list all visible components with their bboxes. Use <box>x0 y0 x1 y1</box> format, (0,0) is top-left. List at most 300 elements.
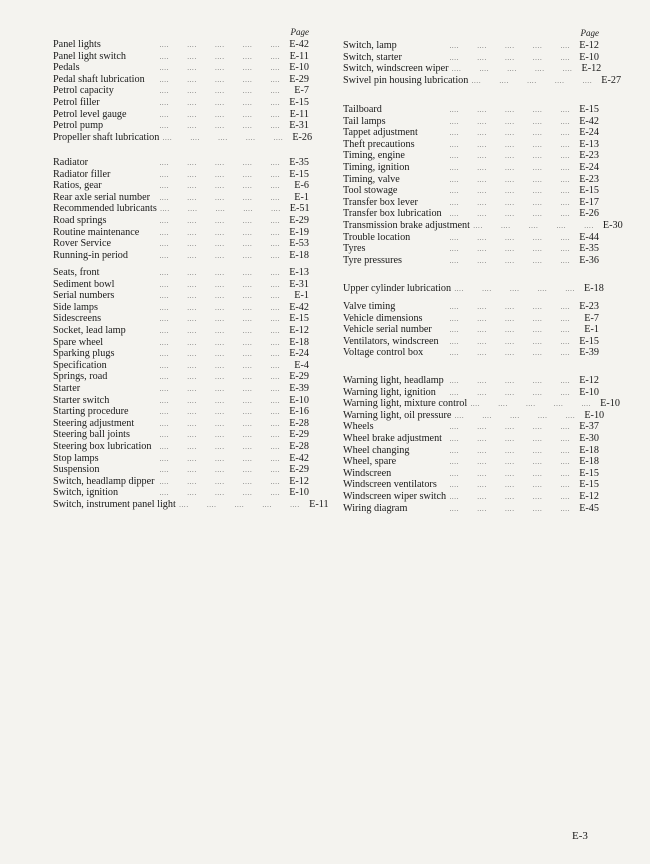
dot-leader: …. …. …. …. …. <box>449 42 570 50</box>
index-entry <box>53 383 309 395</box>
index-entry <box>343 219 623 232</box>
index-entry <box>343 347 599 359</box>
entry-page: E-12 <box>581 63 602 75</box>
entry-page: E-16 <box>289 406 309 418</box>
dot-leader: …. …. …. …. …. <box>159 170 280 179</box>
entry-name: Side lamps <box>53 301 98 313</box>
entry-page: E-6 <box>294 180 309 192</box>
entry-name: Steering box lubrication <box>53 440 152 452</box>
index-entry <box>343 398 620 410</box>
entry-name: Switch, instrument panel light <box>53 498 176 510</box>
entry-name: Radiator filler <box>53 168 111 180</box>
entry-page: E-26 <box>292 131 313 143</box>
entry-name: Sidescreens <box>53 313 102 325</box>
page-column-header: Page <box>580 28 599 38</box>
entry-name: Trouble location <box>343 231 411 243</box>
entry-page: E-18 <box>289 249 309 261</box>
entry-page: E-35 <box>579 243 599 255</box>
entry-page: E-39 <box>579 347 599 359</box>
dot-leader: …. …. …. …. …. <box>449 106 570 114</box>
entry-page: E-42 <box>289 452 309 464</box>
entry-name: Panel lights <box>53 39 101 50</box>
entry-name: Transfer box lubrication <box>343 208 442 220</box>
entry-page: E-10 <box>579 386 599 398</box>
dot-leader: …. …. …. …. …. <box>159 396 280 405</box>
entry-name: Running-in period <box>53 249 128 261</box>
entry-page: E-15 <box>579 335 599 347</box>
entry-page: E-10 <box>289 487 309 499</box>
entry-page: E-24 <box>579 127 599 139</box>
entry-name: Wheel changing <box>343 444 410 456</box>
index-entry <box>53 74 309 86</box>
entry-page: E-18 <box>584 283 604 294</box>
index-entry <box>53 192 309 204</box>
entry-page: E-29 <box>289 214 309 226</box>
dot-leader: …. …. …. …. …. <box>159 338 280 347</box>
index-entry <box>53 120 309 132</box>
entry-name: Rover Service <box>53 238 111 250</box>
entry-page: E-24 <box>289 348 309 360</box>
index-entry <box>53 215 309 227</box>
dot-leader: …. …. …. …. …. <box>159 110 280 119</box>
dot-leader: …. …. …. …. …. <box>159 315 280 324</box>
index-entry <box>343 74 622 87</box>
dot-leader: …. …. …. …. …. <box>159 454 280 463</box>
dot-leader: …. …. …. …. …. <box>159 361 280 370</box>
dot-leader: …. …. …. …. …. <box>449 175 570 184</box>
entry-name: Transfer box lever <box>343 196 418 208</box>
entry-name: Timing, valve <box>343 173 400 185</box>
entry-name: Starting procedure <box>53 406 129 418</box>
dot-leader: …. …. …. …. …. <box>159 87 280 96</box>
index-entry <box>53 476 309 488</box>
entry-name: Windscreen wiper switch <box>343 490 447 502</box>
index-entry <box>53 85 309 97</box>
entry-page: E-39 <box>289 382 309 394</box>
dot-leader: …. …. …. …. …. <box>159 193 280 202</box>
entry-name: Voltage control box <box>343 347 424 359</box>
dot-leader: …. …. …. …. …. <box>449 53 570 62</box>
entry-name: Pedals <box>53 62 80 74</box>
index-entry <box>53 250 309 262</box>
dot-leader: …. …. …. …. …. <box>159 431 280 440</box>
entry-page: E-27 <box>601 74 622 86</box>
entry-page: E-23 <box>579 173 599 185</box>
index-entry <box>53 39 309 51</box>
entry-page: E-23 <box>579 150 599 162</box>
dot-leader: …. …. …. …. …. <box>159 251 280 260</box>
dot-leader: …. …. …. …. …. <box>449 233 570 242</box>
index-group <box>343 104 623 266</box>
entry-page: E-1 <box>584 324 599 336</box>
entry-name: Serial numbers <box>53 290 115 302</box>
index-entry <box>343 104 599 116</box>
entry-name: Sparking plugs <box>53 348 115 360</box>
index-entry <box>343 232 599 244</box>
entry-name: Radiator <box>53 157 89 168</box>
index-entry <box>53 453 309 465</box>
index-entry <box>53 464 309 476</box>
entry-page: E-15 <box>579 479 599 491</box>
entry-page: E-10 <box>579 51 599 63</box>
entry-name: Timing, engine <box>343 150 405 162</box>
dot-leader: …. …. …. …. …. <box>159 122 280 131</box>
index-entry <box>343 313 599 325</box>
index-entry <box>343 116 599 128</box>
index-group <box>53 157 309 261</box>
dot-leader: …. …. …. …. …. <box>159 98 280 107</box>
index-entry <box>53 51 309 63</box>
index-entry <box>53 360 309 372</box>
dot-leader: …. …. …. …. …. <box>451 65 573 74</box>
entry-name: Switch, lamp <box>343 40 397 51</box>
entry-name: Tool stowage <box>343 185 398 197</box>
index-entry <box>53 267 309 279</box>
entry-page: E-11 <box>309 498 329 510</box>
entry-page: E-35 <box>289 157 309 168</box>
entry-name: Warning light, ignition <box>343 386 436 398</box>
dot-leader: …. …. …. …. …. <box>449 458 570 467</box>
dot-leader: …. …. …. …. …. <box>449 434 570 443</box>
entry-name: Timing, ignition <box>343 161 410 173</box>
entry-name: Wheel, spare <box>343 456 397 468</box>
index-entry <box>343 243 599 255</box>
entry-name: Routine maintenance <box>53 226 140 238</box>
entry-page: E-10 <box>600 398 620 410</box>
dot-leader: …. …. …. …. …. <box>449 481 570 490</box>
index-group <box>343 283 604 295</box>
dot-leader: …. …. …. …. …. <box>449 446 570 455</box>
entry-page: E-29 <box>289 429 309 441</box>
index-entry <box>343 301 599 313</box>
dot-leader: …. …. …. …. …. <box>449 388 570 397</box>
dot-leader: …. …. …. …. …. <box>449 326 570 335</box>
index-entry <box>343 127 599 139</box>
index-entry <box>343 283 604 295</box>
entry-name: Ventilators, windscreen <box>343 335 439 347</box>
entry-page: E-31 <box>289 278 309 290</box>
dot-leader: …. …. …. …. …. <box>159 408 280 417</box>
dot-leader: …. …. …. …. …. <box>178 500 300 509</box>
index-entry <box>53 109 309 121</box>
entry-page: E-17 <box>579 196 599 208</box>
entry-page: E-37 <box>579 421 599 433</box>
entry-page: E-28 <box>289 417 309 429</box>
dot-leader: …. …. …. …. …. <box>159 442 280 451</box>
page-number: E-3 <box>572 830 588 842</box>
entry-page: E-24 <box>579 161 599 173</box>
entry-page: E-12 <box>579 40 599 51</box>
index-entry <box>53 418 309 430</box>
entry-page: E-18 <box>579 456 599 468</box>
entry-page: E-15 <box>289 96 309 108</box>
index-entry <box>343 40 599 52</box>
dot-leader: …. …. …. …. …. <box>449 349 570 358</box>
entry-name: Tailboard <box>343 104 382 115</box>
index-entry <box>343 479 599 491</box>
entry-page: E-36 <box>579 254 599 266</box>
index-entry <box>53 180 309 192</box>
entry-name: Wiring diagram <box>343 502 408 514</box>
entry-page: E-15 <box>579 104 599 115</box>
entry-name: Valve timing <box>343 301 396 312</box>
entry-name: Petrol pump <box>53 120 104 132</box>
entry-name: Pedal shaft lubrication <box>53 73 145 85</box>
entry-page: E-42 <box>289 39 309 50</box>
entry-name: Switch, ignition <box>53 487 119 499</box>
dot-leader: …. …. …. …. …. <box>449 140 570 149</box>
dot-leader: …. …. …. …. …. <box>159 205 281 214</box>
dot-leader: …. …. …. …. …. <box>159 350 280 359</box>
entry-name: Windscreen <box>343 467 392 479</box>
entry-page: E-53 <box>289 238 309 250</box>
index-entry <box>53 290 309 302</box>
entry-page: E-13 <box>289 267 309 278</box>
entry-page: E-7 <box>584 312 599 324</box>
entry-name: Warning light, mixture control <box>343 398 468 410</box>
entry-name: Warning light, headlamp <box>343 375 444 386</box>
dot-leader: …. …. …. …. …. <box>159 280 280 289</box>
index-group <box>53 39 313 143</box>
index-entry <box>53 302 309 314</box>
entry-name: Vehicle serial number <box>343 324 432 336</box>
entry-page: E-29 <box>289 371 309 383</box>
index-entry <box>343 208 599 220</box>
dot-leader: …. …. …. …. …. <box>449 152 570 161</box>
dot-leader: …. …. …. …. …. <box>449 303 570 311</box>
index-entry <box>343 491 599 503</box>
dot-leader: …. …. …. …. …. <box>449 504 570 513</box>
index-entry <box>53 157 309 169</box>
entry-name: Wheels <box>343 421 374 433</box>
dot-leader: …. …. …. …. …. <box>159 182 280 191</box>
entry-name: Windscreen ventilators <box>343 479 437 491</box>
entry-name: Switch, starter <box>343 51 402 63</box>
entry-page: E-15 <box>579 185 599 197</box>
entry-name: Switch, headlamp dipper <box>53 475 155 487</box>
entry-page: E-11 <box>289 50 309 62</box>
index-entry <box>343 255 599 267</box>
entry-page: E-29 <box>289 73 309 85</box>
index-entry <box>53 227 309 239</box>
dot-leader: …. …. …. …. …. <box>159 159 280 167</box>
index-entry <box>53 279 309 291</box>
dot-leader: …. …. …. …. …. <box>159 384 280 393</box>
index-entry <box>53 429 309 441</box>
dot-leader: …. …. …. …. …. <box>159 228 280 237</box>
index-entry <box>343 433 599 445</box>
entry-name: Ratios, gear <box>53 180 102 192</box>
index-entry <box>53 325 309 337</box>
entry-page: E-30 <box>579 432 599 444</box>
dot-leader: …. …. …. …. …. <box>159 373 280 382</box>
index-entry <box>53 395 309 407</box>
entry-name: Specification <box>53 359 107 371</box>
entry-page: E-29 <box>289 464 309 476</box>
index-entry <box>53 337 309 349</box>
index-entry <box>53 498 329 511</box>
entry-name: Theft precautions <box>343 138 415 150</box>
index-entry <box>343 63 602 75</box>
index-entry <box>343 387 599 399</box>
entry-page: E-15 <box>289 313 309 325</box>
entry-page: E-10 <box>289 62 309 74</box>
index-entry <box>53 169 309 181</box>
entry-name: Steering adjustment <box>53 417 135 429</box>
entry-name: Vehicle dimensions <box>343 312 423 324</box>
entry-page: E-42 <box>579 115 599 127</box>
dot-leader: …. …. …. …. …. <box>449 423 570 432</box>
dot-leader: …. …. …. …. …. <box>470 400 591 409</box>
index-entry <box>343 409 605 422</box>
index-group <box>343 301 599 359</box>
entry-name: Sediment bowl <box>53 278 115 290</box>
dot-leader: …. …. …. …. …. <box>449 314 570 323</box>
index-entry <box>343 197 599 209</box>
index-entry <box>53 62 309 74</box>
entry-name: Tyre pressures <box>343 254 402 266</box>
entry-name: Recommended lubricants <box>53 203 157 215</box>
entry-page: E-42 <box>289 301 309 313</box>
entry-page: E-26 <box>579 208 599 220</box>
dot-leader: …. …. …. …. …. <box>449 256 570 265</box>
index-entry <box>343 336 599 348</box>
entry-page: E-12 <box>289 475 309 487</box>
index-entry <box>343 375 599 387</box>
dot-leader: …. …. …. …. …. <box>159 489 280 498</box>
dot-leader: …. …. …. …. …. <box>159 240 280 249</box>
index-entry <box>343 174 599 186</box>
dot-leader: …. …. …. …. …. <box>449 245 570 254</box>
entry-page: E-19 <box>289 226 309 238</box>
entry-page: E-12 <box>579 490 599 502</box>
index-entry <box>343 503 599 515</box>
index-entry <box>343 468 599 480</box>
index-entry <box>343 139 599 151</box>
dot-leader: …. …. …. …. …. <box>159 419 280 428</box>
entry-name: Starter <box>53 382 81 394</box>
index-entry <box>53 441 309 453</box>
entry-name: Steering ball joints <box>53 429 130 441</box>
entry-name: Suspension <box>53 464 100 476</box>
dot-leader: …. …. …. …. …. <box>159 269 280 277</box>
dot-leader: …. …. …. …. …. <box>449 337 570 346</box>
entry-name: Petrol filler <box>53 96 100 108</box>
index-entry <box>53 348 309 360</box>
dot-leader: …. …. …. …. …. <box>449 198 570 207</box>
entry-name: Panel light switch <box>53 50 127 62</box>
entry-name: Rear axle serial number <box>53 191 151 203</box>
index-entry <box>343 445 599 457</box>
entry-page: E-4 <box>294 359 309 371</box>
dot-leader: …. …. …. …. …. <box>159 326 280 335</box>
dot-leader: …. …. …. …. …. <box>449 377 570 385</box>
index-entry <box>53 97 309 109</box>
dot-leader: …. …. …. …. …. <box>159 303 280 312</box>
dot-leader: …. …. …. …. …. <box>159 477 280 486</box>
entry-page: E-15 <box>579 467 599 479</box>
dot-leader: …. …. …. …. …. <box>159 52 280 61</box>
entry-name: Upper cylinder lubrication <box>343 283 452 294</box>
dot-leader: …. …. …. …. …. <box>471 76 593 85</box>
index-entry <box>343 324 599 336</box>
entry-page: E-10 <box>584 409 605 421</box>
page-column-header: Page <box>290 27 309 37</box>
entry-name: Warning light, oil pressure <box>343 409 452 421</box>
entry-page: E-30 <box>602 219 623 231</box>
entry-page: E-11 <box>289 108 309 120</box>
entry-name: Tappet adjustment <box>343 127 418 139</box>
entry-name: Petrol capacity <box>53 85 114 97</box>
index-entry <box>53 487 309 499</box>
entry-name: Socket, lead lamp <box>53 324 126 336</box>
dot-leader: …. …. …. …. …. <box>454 411 576 420</box>
index-group <box>53 267 329 510</box>
index-entry <box>343 456 599 468</box>
entry-name: Road springs <box>53 214 107 226</box>
dot-leader: …. …. …. …. …. <box>159 75 280 84</box>
dot-leader: …. …. …. …. …. <box>472 221 594 230</box>
index-entry <box>343 421 599 433</box>
entry-name: Seats, front <box>53 267 100 278</box>
dot-leader: …. …. …. …. …. <box>159 216 280 225</box>
entry-page: E-15 <box>289 168 309 180</box>
entry-page: E-12 <box>289 324 309 336</box>
entry-name: Tail lamps <box>343 115 386 127</box>
dot-leader: …. …. …. …. …. <box>449 187 570 196</box>
dot-leader: …. …. …. …. …. <box>449 163 570 172</box>
dot-leader: …. …. …. …. …. <box>162 133 284 142</box>
entry-name: Tyres <box>343 243 366 255</box>
dot-leader: …. …. …. …. …. <box>449 469 570 478</box>
dot-leader: …. …. …. …. …. <box>454 285 575 293</box>
entry-page: E-12 <box>579 375 599 386</box>
entry-page: E-45 <box>579 502 599 514</box>
entry-page: E-23 <box>579 301 599 312</box>
entry-page: E-1 <box>294 191 309 203</box>
entry-page: E-44 <box>579 231 599 243</box>
entry-page: E-51 <box>289 203 310 215</box>
entry-name: Wheel brake adjustment <box>343 432 443 444</box>
index-group <box>343 40 622 86</box>
index-entry <box>53 313 309 325</box>
entry-page: E-18 <box>289 336 309 348</box>
entry-page: E-28 <box>289 440 309 452</box>
entry-page: E-13 <box>579 138 599 150</box>
entry-page: E-31 <box>289 120 309 132</box>
entry-name: Springs, road <box>53 371 108 383</box>
index-group <box>343 375 620 514</box>
index-entry <box>53 238 309 250</box>
entry-page: E-18 <box>579 444 599 456</box>
entry-name: Stop lamps <box>53 452 99 464</box>
index-entry <box>53 406 309 418</box>
entry-name: Swivel pin housing lubrication <box>343 74 469 86</box>
dot-leader: …. …. …. …. …. <box>449 210 570 219</box>
entry-name: Switch, windscreen wiper <box>343 63 449 75</box>
entry-page: E-7 <box>294 85 309 97</box>
entry-page: E-10 <box>289 394 309 406</box>
index-entry <box>343 150 599 162</box>
dot-leader: …. …. …. …. …. <box>159 466 280 475</box>
index-entry <box>343 52 599 64</box>
entry-name: Spare wheel <box>53 336 104 348</box>
entry-name: Starter switch <box>53 394 110 406</box>
dot-leader: …. …. …. …. …. <box>159 41 280 49</box>
index-entry <box>53 371 309 383</box>
entry-page: E-1 <box>294 290 309 302</box>
index-entry <box>343 162 599 174</box>
